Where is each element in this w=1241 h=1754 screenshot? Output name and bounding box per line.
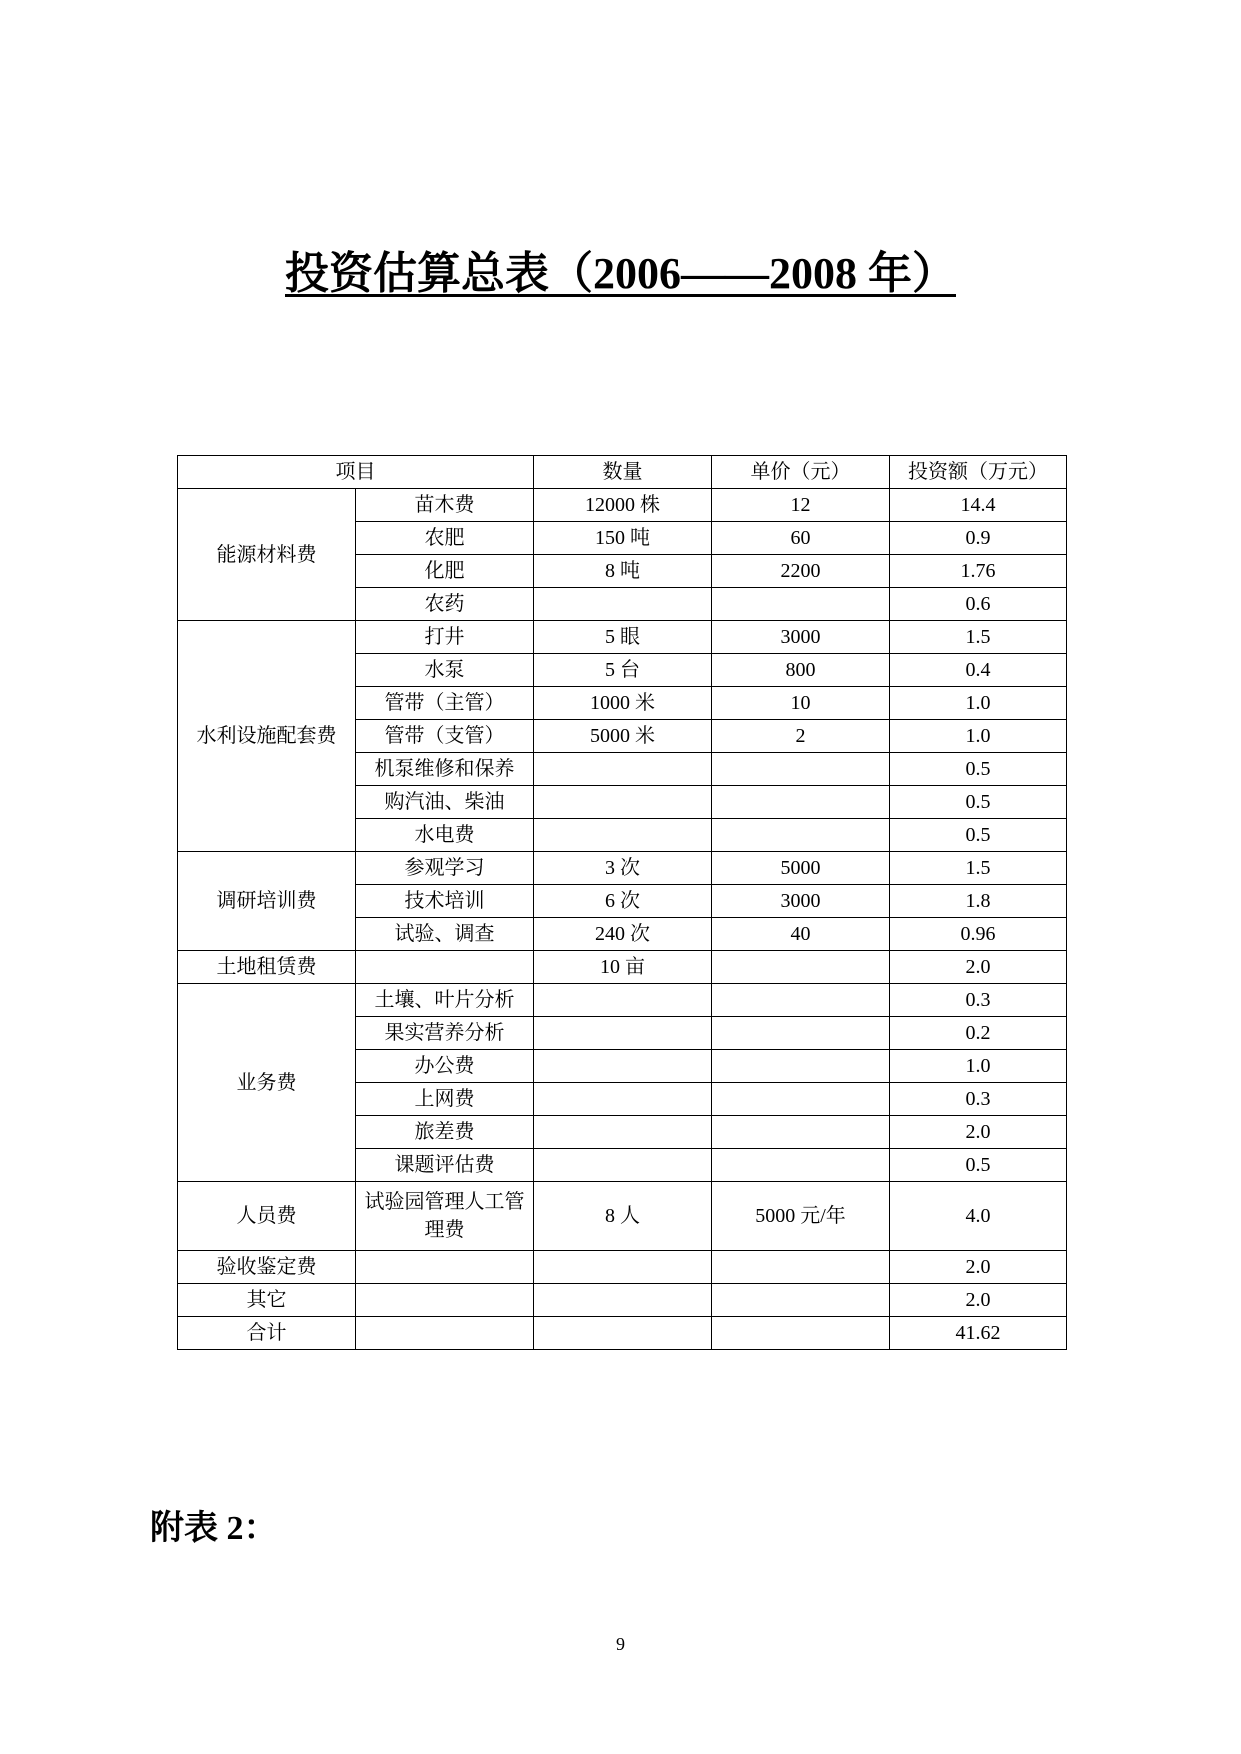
unit-price-cell: 60	[712, 522, 890, 555]
unit-price-cell: 5000 元/年	[712, 1182, 890, 1251]
unit-price-cell: 12	[712, 489, 890, 522]
subitem-cell	[356, 1251, 534, 1284]
subitem-cell: 旅差费	[356, 1116, 534, 1149]
table-row	[178, 1284, 1067, 1317]
subitem-cell: 管带（支管）	[356, 720, 534, 753]
subitem-cell: 技术培训	[356, 885, 534, 918]
category-cell: 人员费	[178, 1182, 356, 1251]
subitem-cell: 水电费	[356, 819, 534, 852]
unit-price-cell	[712, 753, 890, 786]
quantity-cell	[534, 1116, 712, 1149]
category-cell: 水利设施配套费	[178, 621, 356, 852]
header-quantity: 数量	[534, 456, 712, 489]
subitem-cell: 果实营养分析	[356, 1017, 534, 1050]
quantity-cell	[534, 984, 712, 1017]
investment-cell: 0.3	[890, 984, 1067, 1017]
investment-cell: 0.5	[890, 819, 1067, 852]
quantity-cell	[534, 1284, 712, 1317]
appendix-label: 附表 2：	[150, 1510, 278, 1547]
investment-cell: 0.9	[890, 522, 1067, 555]
unit-price-cell	[712, 1317, 890, 1350]
investment-cell: 41.62	[890, 1317, 1067, 1350]
quantity-cell: 8 吨	[534, 555, 712, 588]
unit-price-cell: 40	[712, 918, 890, 951]
quantity-cell	[534, 1083, 712, 1116]
unit-price-cell	[712, 786, 890, 819]
quantity-cell: 1000 米	[534, 687, 712, 720]
subitem-cell: 购汽油、柴油	[356, 786, 534, 819]
investment-cell: 1.0	[890, 687, 1067, 720]
quantity-cell	[534, 1317, 712, 1350]
table-row	[178, 1182, 1067, 1251]
investment-estimate-table	[177, 455, 1067, 1350]
investment-cell: 4.0	[890, 1182, 1067, 1251]
table-row	[178, 621, 1067, 654]
unit-price-cell	[712, 1284, 890, 1317]
quantity-cell	[534, 786, 712, 819]
subitem-cell: 农肥	[356, 522, 534, 555]
category-cell: 能源材料费	[178, 489, 356, 621]
quantity-cell	[534, 1017, 712, 1050]
category-cell: 土地租赁费	[178, 951, 356, 984]
quantity-cell: 150 吨	[534, 522, 712, 555]
subitem-cell	[356, 951, 534, 984]
quantity-cell: 5 眼	[534, 621, 712, 654]
quantity-cell	[534, 1251, 712, 1284]
investment-cell: 0.5	[890, 1149, 1067, 1182]
page-number: 9	[616, 1634, 625, 1654]
quantity-cell: 5 台	[534, 654, 712, 687]
subitem-cell: 上网费	[356, 1083, 534, 1116]
investment-cell: 0.2	[890, 1017, 1067, 1050]
investment-cell: 1.76	[890, 555, 1067, 588]
unit-price-cell	[712, 1083, 890, 1116]
investment-cell: 2.0	[890, 1284, 1067, 1317]
category-cell: 调研培训费	[178, 852, 356, 951]
subitem-cell	[356, 1317, 534, 1350]
subitem-cell: 管带（主管）	[356, 687, 534, 720]
subitem-cell: 土壤、叶片分析	[356, 984, 534, 1017]
unit-price-cell	[712, 951, 890, 984]
quantity-cell: 8 人	[534, 1182, 712, 1251]
subitem-cell: 机泵维修和保养	[356, 753, 534, 786]
header-investment: 投资额（万元）	[890, 456, 1067, 489]
table-row	[178, 489, 1067, 522]
unit-price-cell: 2	[712, 720, 890, 753]
unit-price-cell: 800	[712, 654, 890, 687]
quantity-cell	[534, 1149, 712, 1182]
quantity-cell: 3 次	[534, 852, 712, 885]
subitem-cell: 课题评估费	[356, 1149, 534, 1182]
subitem-cell: 办公费	[356, 1050, 534, 1083]
investment-cell: 1.8	[890, 885, 1067, 918]
unit-price-cell: 3000	[712, 621, 890, 654]
subitem-cell	[356, 1284, 534, 1317]
unit-price-cell	[712, 1017, 890, 1050]
table-row	[178, 1251, 1067, 1284]
table-row	[178, 1317, 1067, 1350]
category-cell: 验收鉴定费	[178, 1251, 356, 1284]
investment-cell: 0.5	[890, 753, 1067, 786]
investment-cell: 2.0	[890, 1251, 1067, 1284]
quantity-cell	[534, 588, 712, 621]
header-item: 项目	[178, 456, 534, 489]
quantity-cell: 12000 株	[534, 489, 712, 522]
category-cell: 其它	[178, 1284, 356, 1317]
quantity-cell: 10 亩	[534, 951, 712, 984]
quantity-cell	[534, 753, 712, 786]
unit-price-cell	[712, 1116, 890, 1149]
unit-price-cell: 3000	[712, 885, 890, 918]
unit-price-cell	[712, 588, 890, 621]
table-row	[178, 852, 1067, 885]
document-title	[0, 244, 1241, 304]
table-row	[178, 951, 1067, 984]
investment-cell: 1.0	[890, 1050, 1067, 1083]
header-unit-price: 单价（元）	[712, 456, 890, 489]
quantity-cell	[534, 819, 712, 852]
subitem-cell: 打井	[356, 621, 534, 654]
subitem-cell: 苗木费	[356, 489, 534, 522]
investment-cell: 0.5	[890, 786, 1067, 819]
investment-cell: 2.0	[890, 1116, 1067, 1149]
investment-cell: 14.4	[890, 489, 1067, 522]
investment-cell: 0.3	[890, 1083, 1067, 1116]
unit-price-cell	[712, 984, 890, 1017]
category-cell: 业务费	[178, 984, 356, 1182]
subitem-cell: 农药	[356, 588, 534, 621]
investment-cell: 1.5	[890, 621, 1067, 654]
unit-price-cell	[712, 819, 890, 852]
quantity-cell: 6 次	[534, 885, 712, 918]
investment-cell: 1.5	[890, 852, 1067, 885]
subitem-cell: 试验、调查	[356, 918, 534, 951]
investment-cell: 0.96	[890, 918, 1067, 951]
unit-price-cell: 10	[712, 687, 890, 720]
document-title-text: 投资估算总表（2006——2008 年）	[285, 249, 956, 298]
unit-price-cell: 2200	[712, 555, 890, 588]
subitem-cell: 水泵	[356, 654, 534, 687]
unit-price-cell	[712, 1050, 890, 1083]
table-row	[178, 984, 1067, 1017]
investment-cell: 1.0	[890, 720, 1067, 753]
subitem-cell: 参观学习	[356, 852, 534, 885]
quantity-cell: 240 次	[534, 918, 712, 951]
quantity-cell	[534, 1050, 712, 1083]
subitem-cell: 化肥	[356, 555, 534, 588]
unit-price-cell: 5000	[712, 852, 890, 885]
subitem-cell: 试验园管理人工管理费	[356, 1182, 534, 1251]
investment-cell: 2.0	[890, 951, 1067, 984]
investment-cell: 0.6	[890, 588, 1067, 621]
unit-price-cell	[712, 1251, 890, 1284]
investment-cell: 0.4	[890, 654, 1067, 687]
unit-price-cell	[712, 1149, 890, 1182]
quantity-cell: 5000 米	[534, 720, 712, 753]
table-header-row	[178, 456, 1067, 489]
category-cell: 合计	[178, 1317, 356, 1350]
